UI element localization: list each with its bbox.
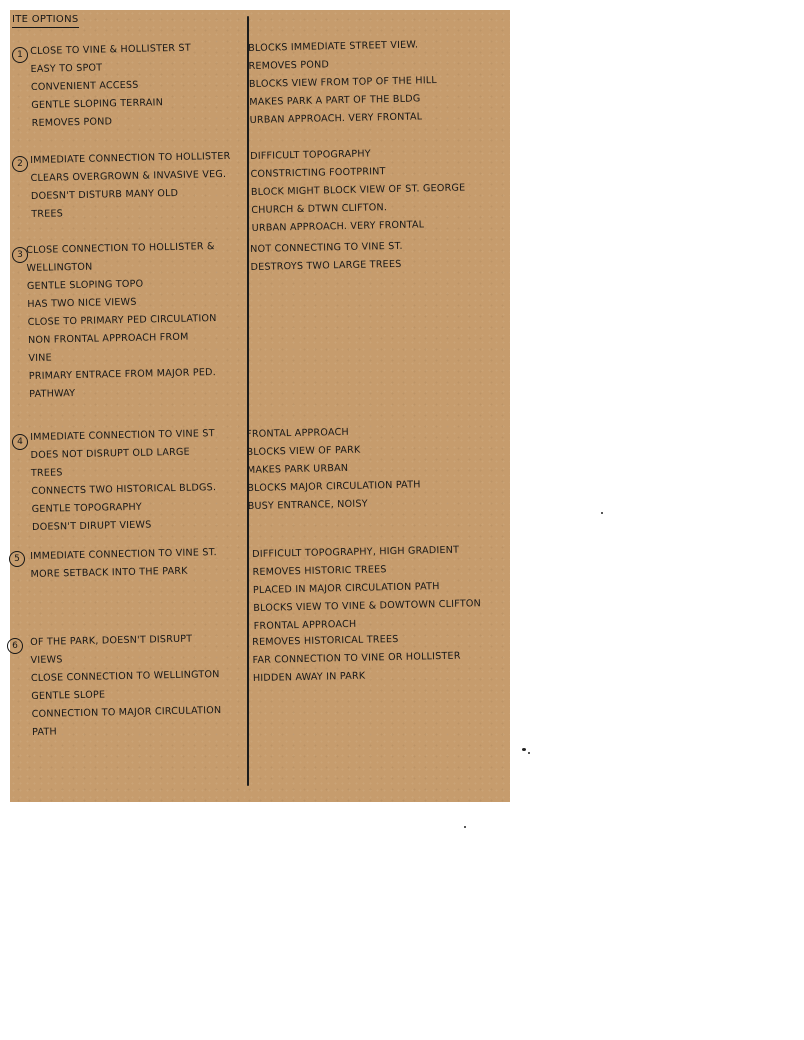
page-title: ITE OPTIONS [12, 13, 79, 28]
pro-line: PATH [31, 726, 58, 738]
option-4-number: 4 [12, 434, 28, 450]
pro-line: VIEWS [30, 654, 63, 666]
column-divider [247, 16, 249, 786]
pro-line: DOESN'T DISTURB MANY OLD [30, 187, 179, 202]
pro-line: HAS TWO NICE VIEWS [27, 296, 137, 310]
pro-line: VINE [28, 352, 52, 364]
scan-speck [522, 748, 526, 751]
option-2-pros [30, 148, 232, 224]
con-line: HIDDEN AWAY IN PARK [252, 670, 366, 684]
con-line: BLOCK MIGHT BLOCK VIEW OF ST. GEORGE [250, 182, 466, 198]
con-line: REMOVES HISTORIC TREES [252, 564, 387, 578]
pro-line: CLOSE TO VINE & HOLLISTER ST [30, 42, 191, 57]
pro-line: PATHWAY [29, 388, 76, 400]
con-line: PLACED IN MAJOR CIRCULATION PATH [252, 581, 440, 596]
con-line: DIFFICULT TOPOGRAPHY, HIGH GRADIENT [252, 544, 460, 560]
pro-line: GENTLE SLOPE [31, 689, 106, 702]
scan-speck [528, 752, 530, 754]
con-line: FRONTAL APPROACH [253, 618, 357, 632]
con-line: DESTROYS TWO LARGE TREES [250, 258, 402, 273]
con-line: REMOVES POND [248, 59, 330, 72]
pro-line: CLOSE CONNECTION TO HOLLISTER & [26, 241, 215, 256]
pro-line: REMOVES POND [31, 116, 113, 129]
pro-line: TREES [31, 208, 64, 220]
pro-line: TREES [30, 467, 63, 479]
con-line: CHURCH & DTWN CLIFTON. [251, 202, 388, 216]
pro-line: PRIMARY ENTRACE FROM MAJOR PED. [28, 367, 217, 382]
option-6-cons [252, 630, 461, 688]
con-line: REMOVES HISTORICAL TREES [252, 633, 399, 648]
con-line: URBAN APPROACH. VERY FRONTAL [251, 219, 425, 234]
scan-speck [464, 826, 466, 828]
option-4-pros [30, 425, 217, 537]
con-line: MAKES PARK A PART OF THE BLDG [249, 93, 421, 108]
pro-line: DOESN'T DIRUPT VIEWS [31, 519, 152, 533]
option-2-cons [250, 144, 466, 238]
con-line: BLOCKS IMMEDIATE STREET VIEW. [248, 39, 419, 54]
pro-line: GENTLE SLOPING TOPO [26, 278, 144, 292]
pro-line: OF THE PARK, DOESN'T DISRUPT [30, 633, 193, 648]
pro-line: CONVENIENT ACCESS [30, 79, 139, 93]
pro-line: IMMEDIATE CONNECTION TO VINE ST. [30, 547, 217, 562]
pro-line: CONNECTS TWO HISTORICAL BLDGS. [31, 482, 217, 497]
option-3-cons [250, 238, 403, 277]
pro-line: WELLINGTON [26, 261, 93, 274]
con-line: FAR CONNECTION TO VINE OR HOLLISTER [252, 650, 461, 666]
con-line: BUSY ENTRANCE, NOISY [247, 498, 368, 512]
pro-line: NON FRONTAL APPROACH FROM [27, 331, 189, 346]
con-line: FRONTAL APPROACH [246, 426, 349, 440]
pro-line: EASY TO SPOT [30, 62, 103, 75]
option-1-pros [30, 40, 193, 133]
option-1-cons [248, 36, 438, 130]
con-line: BLOCKS MAJOR CIRCULATION PATH [247, 479, 421, 494]
con-line: BLOCKS VIEW TO VINE & DOWTOWN CLIFTON [253, 598, 482, 614]
pro-line: IMMEDIATE CONNECTION TO VINE ST [30, 428, 215, 443]
pro-line: GENTLE TOPOGRAPHY [31, 501, 143, 515]
option-6-number: 6 [7, 638, 23, 654]
con-line: BLOCKS VIEW OF PARK [246, 444, 361, 458]
option-2-number: 2 [12, 156, 28, 172]
option-5-pros [30, 544, 217, 584]
con-line: BLOCKS VIEW FROM TOP OF THE HILL [248, 75, 438, 90]
con-line: CONSTRICTING FOOTPRINT [250, 166, 386, 180]
pro-line: CLEARS OVERGROWN & INVASIVE VEG. [30, 168, 227, 184]
pro-line: CLOSE TO PRIMARY PED CIRCULATION [27, 313, 217, 328]
paper-sheet [10, 10, 510, 802]
option-6-pros [30, 630, 222, 742]
con-line: DIFFICULT TOPOGRAPHY [250, 148, 371, 162]
option-3-number: 3 [12, 247, 28, 263]
option-5-number: 5 [9, 551, 25, 567]
option-3-pros [26, 238, 218, 404]
scan-speck [601, 512, 603, 514]
pro-line: MORE SETBACK INTO THE PARK [30, 565, 188, 580]
pro-line: IMMEDIATE CONNECTION TO HOLLISTER [30, 150, 231, 166]
pro-line: CONNECTION TO MAJOR CIRCULATION [31, 705, 222, 720]
pro-line: GENTLE SLOPING TERRAIN [31, 97, 164, 111]
con-line: NOT CONNECTING TO VINE ST. [250, 240, 403, 255]
option-4-cons [246, 422, 421, 516]
pro-line: DOES NOT DISRUPT OLD LARGE [30, 446, 190, 461]
con-line: URBAN APPROACH. VERY FRONTAL [249, 111, 423, 126]
pro-line: CLOSE CONNECTION TO WELLINGTON [30, 669, 220, 684]
con-line: MAKES PARK URBAN [246, 462, 349, 476]
option-5-cons [252, 541, 482, 636]
option-1-number: 1 [12, 47, 28, 63]
